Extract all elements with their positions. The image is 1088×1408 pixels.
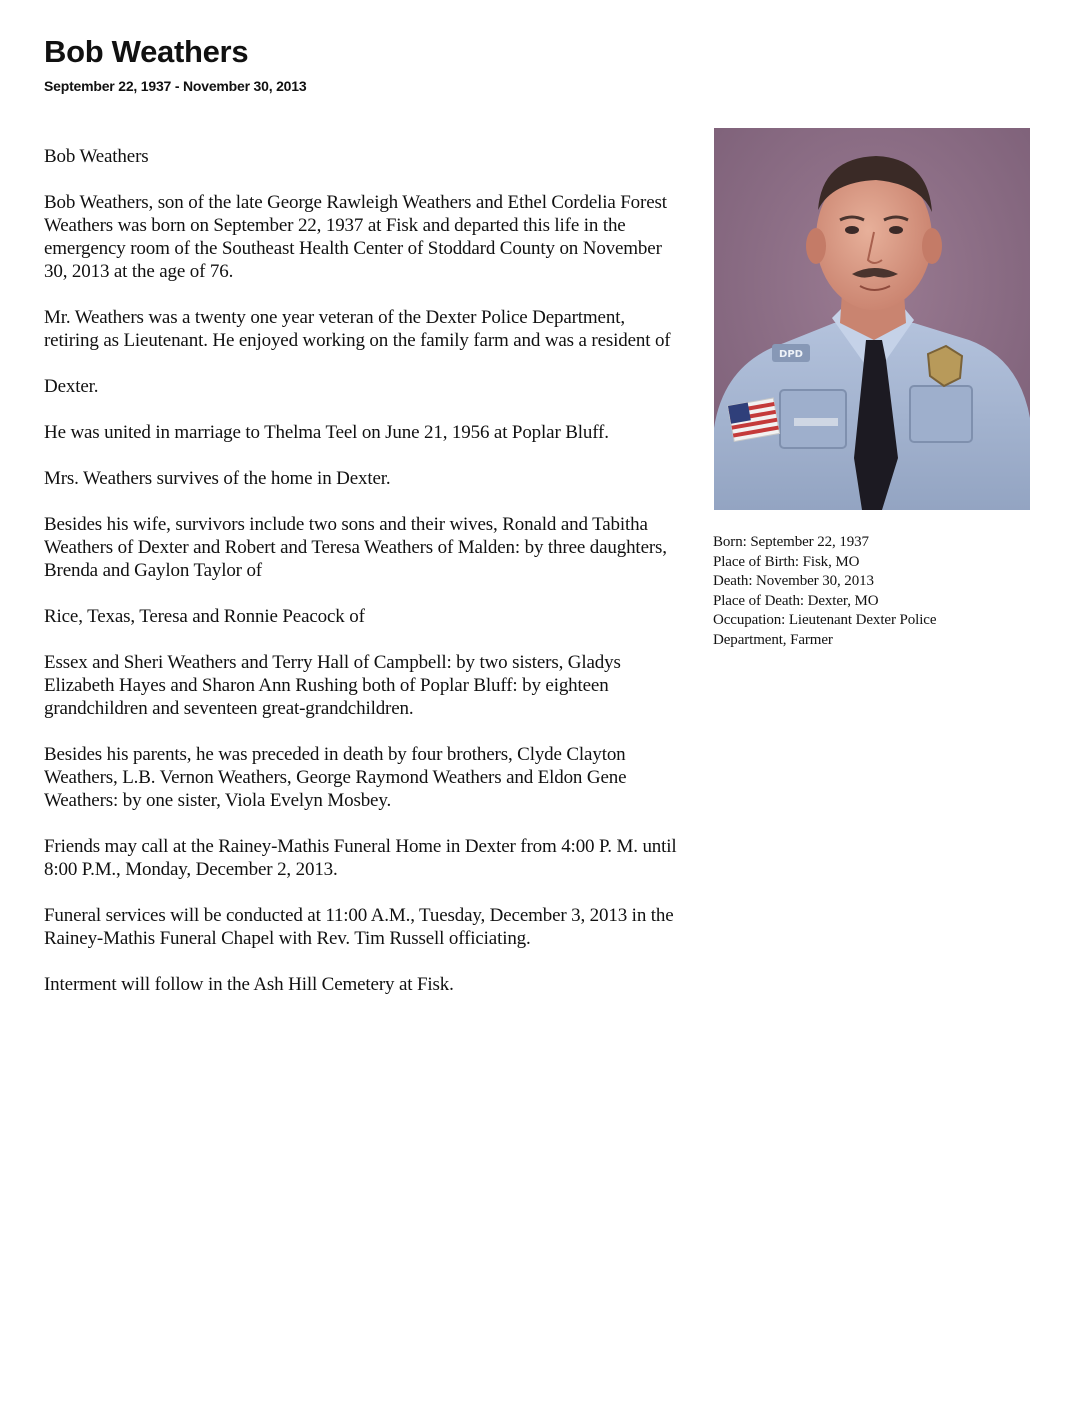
paragraph: He was united in marriage to Thelma Teel on June 21, 1956 at Poplar Bluff. [44,422,609,443]
paragraph: Mr. Weathers was a twenty one year veteran of the Dexter Police Department, retiring as Lieutenant. He enjoyed working on the family farm and was a resident of [44,307,671,351]
paragraph: Dexter. [44,376,99,397]
portrait-photo [714,128,1030,510]
paragraph: Interment will follow in the Ash Hill Cemetery at Fisk. [44,974,454,995]
paragraph: Bob Weathers [44,146,149,167]
paragraph: Bob Weathers, son of the late George Rawleigh Weathers and Ethel Cordelia Forest Weathers was born on September 22, 1937 at Fisk and departed this life in the emergency room of the Southeast Health Center of Stoddard County on November 30, 2013 at the age of 76. [44,192,667,282]
flag-patch-icon [728,398,780,441]
vital-facts [713,533,1033,650]
page-title: Bob Weathers [44,34,249,69]
patch-label: DPD [779,349,803,360]
fact-death-place: Place of Death: Dexter, MO [713,592,879,609]
paragraph: Friends may call at the Rainey-Mathis Funeral Home in Dexter from 4:00 P. M. until 8:00 P.M., Monday, December 2, 2013. [44,836,677,880]
fact-death: Death: November 30, 2013 [713,573,874,589]
paragraph: Besides his wife, survivors include two sons and their wives, Ronald and Tabitha Weathers of Dexter and Robert and Teresa Weathers of Malden: by three daughters, Brenda and Gaylon Taylor of [44,514,667,581]
paragraph: Rice, Texas, Teresa and Ronnie Peacock of [44,606,365,627]
fact-born: Born: September 22, 1937 [713,534,869,550]
paragraph: Essex and Sheri Weathers and Terry Hall of Campbell: by two sisters, Gladys Elizabeth Hayes and Sharon Ann Rushing both of Poplar Bluff: by eighteen grandchildren and seventeen great-grandchildren. [44,652,621,719]
paragraph: Mrs. Weathers survives of the home in Dexter. [44,468,391,489]
fact-occupation: Occupation: Lieutenant Dexter Police [713,612,937,628]
paragraph: Besides his parents, he was preceded in death by four brothers, Clyde Clayton Weathers, L.B. Vernon Weathers, George Raymond Weathers and Eldon Gene Weathers: by one sister, Viola Evelyn Mosbey. [44,744,627,811]
fact-birth-place: Place of Birth: Fisk, MO [713,553,860,570]
portrait-illustration [714,128,1030,510]
paragraph: Funeral services will be conducted at 11:00 A.M., Tuesday, December 3, 2013 in the Rainey-Mathis Funeral Chapel with Rev. Tim Russell officiating. [44,905,674,949]
life-dates: September 22, 1937 - November 30, 2013 [44,78,307,94]
fact-occupation-cont: Department, Farmer [713,631,833,648]
obituary-text [44,145,684,1019]
